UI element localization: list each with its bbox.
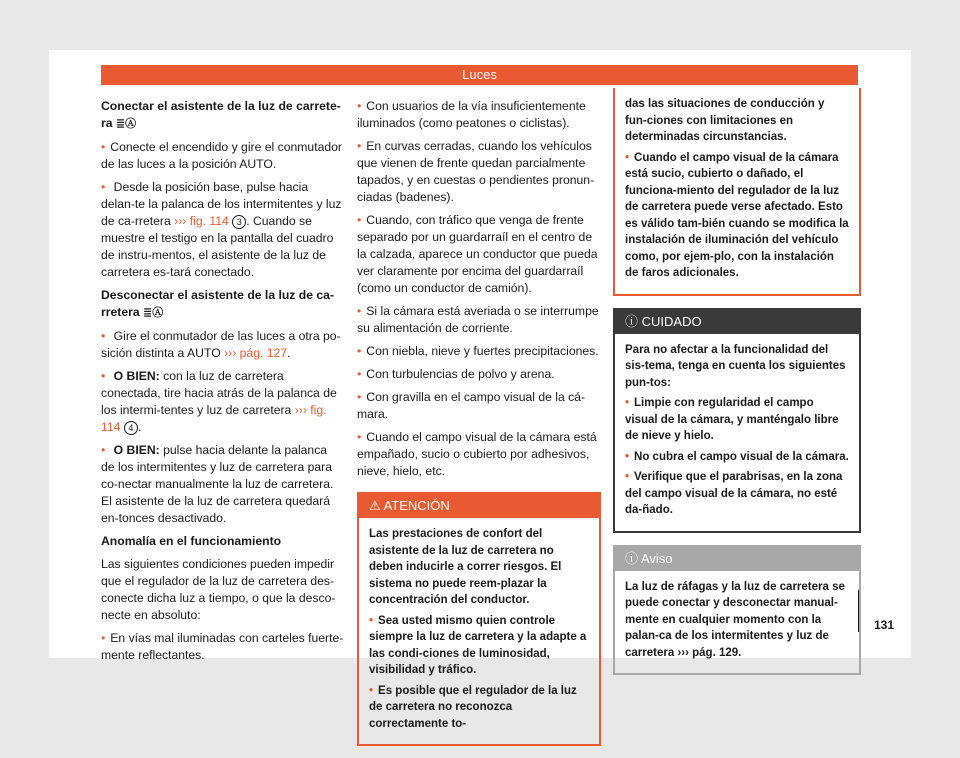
page-number: 131 xyxy=(874,618,895,632)
page-link[interactable]: ››› pág. 129. xyxy=(677,646,742,659)
list-item: • Con gravilla en el campo visual de la cá-mara. xyxy=(357,389,601,423)
warning-icon: ⚠ xyxy=(369,498,381,513)
caution-body: Para no afectar a la funcionalidad del sis-tema, tenga en cuenta los siguientes pun-tos: • Limpie con regularidad el campo visual de la cámara, y manténgalo libre de nieve y hielo. • No cubra el campo visual de la cámara. • Verifique que el parabrisas, en la zona del campo visual de la cámara, no esté da-ñado. xyxy=(615,334,859,531)
callout-number: 3 xyxy=(232,215,246,229)
section-header: Luces xyxy=(101,65,858,85)
paragraph: • En vías mal iluminadas con carteles fuerte-mente reflectantes. xyxy=(101,630,344,664)
page-link[interactable]: ››› pág. 127 xyxy=(224,346,288,360)
warning-header: ⚠ ATENCIÓN xyxy=(359,494,599,518)
list-item: • En curvas cerradas, cuando los vehículos que vienen de frente quedan parcialmente tapados, y en cuestas o pendientes pronun-ciadas (badenes). xyxy=(357,138,601,206)
caution-box xyxy=(613,308,861,533)
note-body: La luz de ráfagas y la luz de carretera se puede conectar y desconectar manual-mente en cualquier momento con la palan-ca de los intermitentes y luz de carretera ››› pág. 129. xyxy=(625,580,845,659)
list-item: • Con niebla, nieve y fuertes precipitaciones. xyxy=(357,343,601,360)
heading-malfunction: Anomalía en el funcionamiento xyxy=(101,534,282,548)
column-2 xyxy=(357,98,601,758)
paragraph: • Gire el conmutador de las luces a otra po-sición distinta a AUTO ››› pág. 127. xyxy=(101,328,344,362)
list-item: • Con usuarios de la vía insuficientemente iluminados (como peatones o ciclistas). xyxy=(357,98,601,132)
list-item: • Cuando, con tráfico que venga de frente separado por un guardarraíl en el centro de la calzada, aparece un conductor que pueda ver claramente por encima del guardarraíl (como un conductor de camión). xyxy=(357,212,601,297)
column-1 xyxy=(101,98,344,670)
info-circle-icon: ⓘ xyxy=(625,313,639,329)
info-icon: ⓘ xyxy=(625,550,639,566)
paragraph: • O BIEN: pulse hacia delante la palanca de los intermitentes y luz de carretera para co-nectar manualmente la luz de carretera. El asistente de la luz de carretera quedará en-tonces desactivado. xyxy=(101,442,344,527)
list-item: • Si la cámara está averiada o se interrumpe su alimentación de corriente. xyxy=(357,303,601,337)
warning-box-continued xyxy=(613,88,861,296)
warning-body: Las prestaciones de confort del asistente de la luz de carretera no deben inducirle a correr riesgos. El sistema no puede reem-plazar la concentración del conductor. • Sea usted mismo quien controle siempre la luz de carretera y la adapte a las condi-ciones de luminosidad, visibilidad y tráfico. • Es posible que el regulador de la luz de carretera no reconozca correctamente to- xyxy=(359,518,599,744)
heading-disconnect: Desconectar el asistente de la luz de ca-rretera ≣Ⓐ xyxy=(101,288,335,319)
list-item: • Con turbulencias de polvo y arena. xyxy=(357,366,601,383)
paragraph: • Conecte el encendido y gire el conmutador de las luces a la posición AUTO. xyxy=(101,139,344,173)
paragraph: Las siguientes condiciones pueden impedir que el regulador de la luz de carretera des-conecte dicha luz a tiempo, o que la desco-necte en absoluto: xyxy=(101,557,336,622)
high-beam-assist-icon: ≣Ⓐ xyxy=(143,307,164,319)
note-header: ⓘ Aviso xyxy=(615,547,859,571)
warning-body: das las situaciones de conducción y fun-ciones con limitaciones en determinadas circunstancias. • Cuando el campo visual de la cámara está sucio, cubierto o dañado, el funciona-miento del regulador de la luz de carretera puede verse afectado. Esto es válido tam-bién cuando se modifica la instalación de iluminación del vehículo como, por ejem-plo, con la instalación de faros adicionales. xyxy=(615,88,859,294)
figure-link[interactable]: ››› fig. 114 xyxy=(101,403,327,434)
note-box xyxy=(613,545,861,676)
column-3 xyxy=(613,88,861,687)
paragraph: • O BIEN: con la luz de carretera conectada, tire hacia atrás de la palanca de los intermi-tentes y luz de carretera ››› fig. 114 4 . xyxy=(101,368,344,436)
list-item: • Cuando el campo visual de la cámara está empañado, sucio o cubierto por adhesivos, nieve, hielo, etc. xyxy=(357,429,601,480)
high-beam-assist-icon: ≣Ⓐ xyxy=(115,118,137,130)
callout-number: 4 xyxy=(124,421,138,435)
page-divider xyxy=(858,590,859,632)
paragraph: • Desde la posición base, pulse hacia delan-te la palanca de los intermitentes y luz de ca-rretera ››› fig. 114 3 . Cuando se muestre el testigo en la pantalla del cuadro de instru-mentos, el asistente de la luz de carretera es-tará conectado. xyxy=(101,179,344,281)
caution-header: ⓘ CUIDADO xyxy=(615,310,859,334)
figure-link[interactable]: ››› fig. 114 xyxy=(174,214,229,228)
heading-connect: Conectar el asistente de la luz de carrete-ra ≣Ⓐ xyxy=(101,99,341,130)
